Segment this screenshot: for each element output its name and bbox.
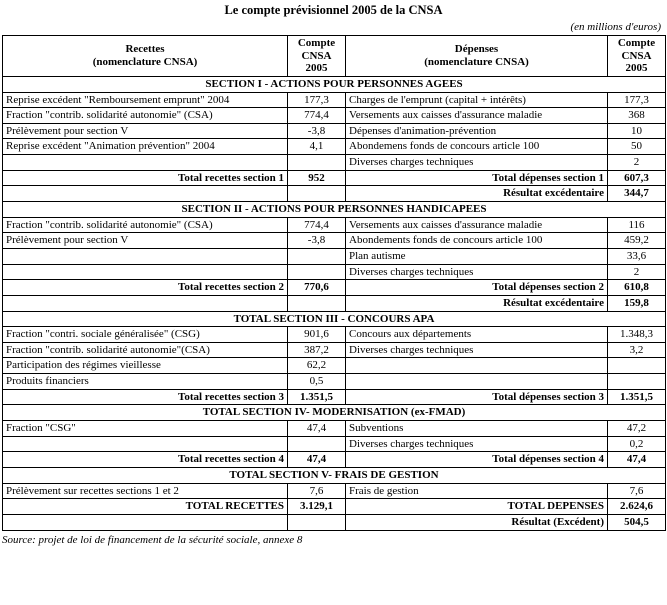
section-title: SECTION I - ACTIONS POUR PERSONNES AGEES (3, 76, 666, 92)
header-compte-recettes-line1: Compte (297, 37, 336, 49)
recette-label: Fraction "contrib. solidarité autonomie" (CSA) (3, 217, 288, 233)
depense-value: 177,3 (608, 92, 666, 108)
spacer-cell (288, 186, 346, 202)
recette-value: 177,3 (288, 92, 346, 108)
depense-label: Abondemens fonds de concours article 100 (346, 139, 608, 155)
header-compte-depenses-line3: 2005 (625, 62, 648, 75)
recette-label: Participation des régimes vieillesse (3, 358, 288, 374)
depense-label: Versements aux caisses d'assurance maladie (346, 217, 608, 233)
depense-value: 47,2 (608, 421, 666, 437)
units-note: (en millions d'euros) (570, 21, 661, 33)
depense-value: 368 (608, 108, 666, 124)
recette-value: 774,4 (288, 217, 346, 233)
depense-label (346, 358, 608, 374)
depense-value: 2 (608, 264, 666, 280)
recette-label: Produits financiers (3, 374, 288, 390)
recette-value: 62,2 (288, 358, 346, 374)
header-compte-depenses (608, 36, 666, 77)
depense-label: Diverses charges techniques (346, 264, 608, 280)
depense-value: 1.348,3 (608, 327, 666, 343)
depense-label: Charges de l'emprunt (capital + intérêts) (346, 92, 608, 108)
total-recettes-label: Total recettes section 2 (3, 280, 288, 296)
header-compte-recettes-line2: CNSA (301, 49, 332, 62)
table-row (3, 436, 666, 452)
section-result-row (3, 295, 666, 311)
depense-value: 10 (608, 123, 666, 139)
table-row (3, 327, 666, 343)
depense-label: Subventions (346, 421, 608, 437)
recette-value: -3,8 (288, 123, 346, 139)
table-row (3, 123, 666, 139)
header-recettes (3, 36, 288, 77)
recette-value: 4,1 (288, 139, 346, 155)
grand-result-row (3, 514, 666, 530)
table-row (3, 155, 666, 171)
recette-value (288, 264, 346, 280)
recette-label: Prélèvement pour section V (3, 233, 288, 249)
total-depenses-label: Total dépenses section 3 (346, 389, 608, 405)
header-compte-depenses-line1: Compte (617, 37, 656, 49)
section-header-row (3, 76, 666, 92)
section-total-row (3, 389, 666, 405)
header-compte-recettes-line3: 2005 (305, 62, 328, 75)
depense-value: 116 (608, 217, 666, 233)
page-title: Le compte prévisionnel 2005 de la CNSA (224, 3, 443, 17)
result-label: Résultat excédentaire (346, 295, 608, 311)
total-recettes-value: 1.351,5 (288, 389, 346, 405)
section-total-row (3, 170, 666, 186)
header-compte-recettes (288, 36, 346, 77)
total-recettes-value: 47,4 (288, 452, 346, 468)
depense-value: 0,2 (608, 436, 666, 452)
grand-total-depenses-value: 2.624,6 (608, 499, 666, 515)
section-title: SECTION II - ACTIONS POUR PERSONNES HANDICAPEES (3, 202, 666, 218)
header-recettes-line2: (nomenclature CNSA) (92, 55, 198, 68)
depense-value: 459,2 (608, 233, 666, 249)
depense-value: 2 (608, 155, 666, 171)
depense-label: Versements aux caisses d'assurance maladie (346, 108, 608, 124)
section-header-row (3, 202, 666, 218)
depense-value: 33,6 (608, 248, 666, 264)
recette-value (288, 436, 346, 452)
recette-label: Fraction "CSG" (3, 421, 288, 437)
depense-label (346, 374, 608, 390)
result-value: 159,8 (608, 295, 666, 311)
total-recettes-label: Total recettes section 3 (3, 389, 288, 405)
section-title: TOTAL SECTION V- FRAIS DE GESTION (3, 467, 666, 483)
total-depenses-label: Total dépenses section 4 (346, 452, 608, 468)
recette-label: Reprise excédent "Animation prévention" 2004 (3, 139, 288, 155)
total-recettes-value: 770,6 (288, 280, 346, 296)
spacer-cell (3, 186, 288, 202)
table-row (3, 108, 666, 124)
header-depenses-line1: Dépenses (454, 43, 499, 56)
section-total-row (3, 280, 666, 296)
table-row (3, 264, 666, 280)
grand-total-recettes-label: TOTAL RECETTES (3, 499, 288, 515)
recette-value: 47,4 (288, 421, 346, 437)
grand-total-row (3, 499, 666, 515)
depense-label: Frais de gestion (346, 483, 608, 499)
recette-label: Reprise excédent "Remboursement emprunt" 2004 (3, 92, 288, 108)
section-header-row (3, 467, 666, 483)
total-recettes-label: Total recettes section 1 (3, 170, 288, 186)
total-depenses-label: Total dépenses section 2 (346, 280, 608, 296)
table-row (3, 139, 666, 155)
depense-value (608, 358, 666, 374)
total-depenses-value: 607,3 (608, 170, 666, 186)
spacer-cell (288, 295, 346, 311)
grand-result-label: Résultat (Excédent) (346, 514, 608, 530)
section-title: TOTAL SECTION IV- MODERNISATION (ex-FMAD) (3, 405, 666, 421)
recette-value (288, 155, 346, 171)
total-depenses-label: Total dépenses section 1 (346, 170, 608, 186)
table-row (3, 483, 666, 499)
recette-label (3, 264, 288, 280)
recette-value: 774,4 (288, 108, 346, 124)
recette-label: Prélèvement pour section V (3, 123, 288, 139)
header-depenses-line2: (nomenclature CNSA) (424, 55, 529, 68)
depense-label: Diverses charges techniques (346, 436, 608, 452)
total-depenses-value: 1.351,5 (608, 389, 666, 405)
section-result-row (3, 186, 666, 202)
section-total-row (3, 452, 666, 468)
source-note: Source: projet de loi de financement de la sécurité sociale, annexe 8 (2, 533, 303, 546)
depense-label: Abondements fonds de concours article 100 (346, 233, 608, 249)
recette-label: Fraction "contri. sociale généralisée" (CSG) (3, 327, 288, 343)
total-recettes-value: 952 (288, 170, 346, 186)
table-row (3, 92, 666, 108)
grand-result-value: 504,5 (608, 514, 666, 530)
recette-label (3, 155, 288, 171)
depense-label: Dépenses d'animation-prévention (346, 123, 608, 139)
result-value: 344,7 (608, 186, 666, 202)
table-header-row (3, 36, 666, 77)
table-row (3, 233, 666, 249)
recette-label (3, 248, 288, 264)
header-depenses (346, 36, 608, 77)
table-row (3, 421, 666, 437)
recette-label: Fraction "contrib. solidarité autonomie"(CSA) (3, 342, 288, 358)
spacer-cell (288, 514, 346, 530)
depense-label: Plan autisme (346, 248, 608, 264)
depense-value (608, 374, 666, 390)
recette-value: 7,6 (288, 483, 346, 499)
spacer-cell (3, 295, 288, 311)
depense-value: 50 (608, 139, 666, 155)
depense-label: Diverses charges techniques (346, 155, 608, 171)
total-depenses-value: 610,8 (608, 280, 666, 296)
depense-label: Concours aux départements (346, 327, 608, 343)
budget-table (2, 35, 666, 531)
spacer-cell (3, 514, 288, 530)
recette-value: 0,5 (288, 374, 346, 390)
section-header-row (3, 405, 666, 421)
grand-total-depenses-label: TOTAL DEPENSES (346, 499, 608, 515)
grand-total-recettes-value: 3.129,1 (288, 499, 346, 515)
total-recettes-label: Total recettes section 4 (3, 452, 288, 468)
section-header-row (3, 311, 666, 327)
total-depenses-value: 47,4 (608, 452, 666, 468)
depense-value: 3,2 (608, 342, 666, 358)
section-title: TOTAL SECTION III - CONCOURS APA (3, 311, 666, 327)
depense-label: Diverses charges techniques (346, 342, 608, 358)
recette-value: 387,2 (288, 342, 346, 358)
table-row (3, 342, 666, 358)
table-row (3, 358, 666, 374)
recette-value (288, 248, 346, 264)
recette-label: Fraction "contrib. solidarité autonomie" (CSA) (3, 108, 288, 124)
table-row (3, 248, 666, 264)
table-row (3, 374, 666, 390)
recette-label (3, 436, 288, 452)
table-row (3, 217, 666, 233)
recette-value: 901,6 (288, 327, 346, 343)
depense-value: 7,6 (608, 483, 666, 499)
recette-label: Prélèvement sur recettes sections 1 et 2 (3, 483, 288, 499)
header-recettes-line1: Recettes (125, 43, 165, 56)
result-label: Résultat excédentaire (346, 186, 608, 202)
recette-value: -3,8 (288, 233, 346, 249)
header-compte-depenses-line2: CNSA (621, 49, 652, 62)
